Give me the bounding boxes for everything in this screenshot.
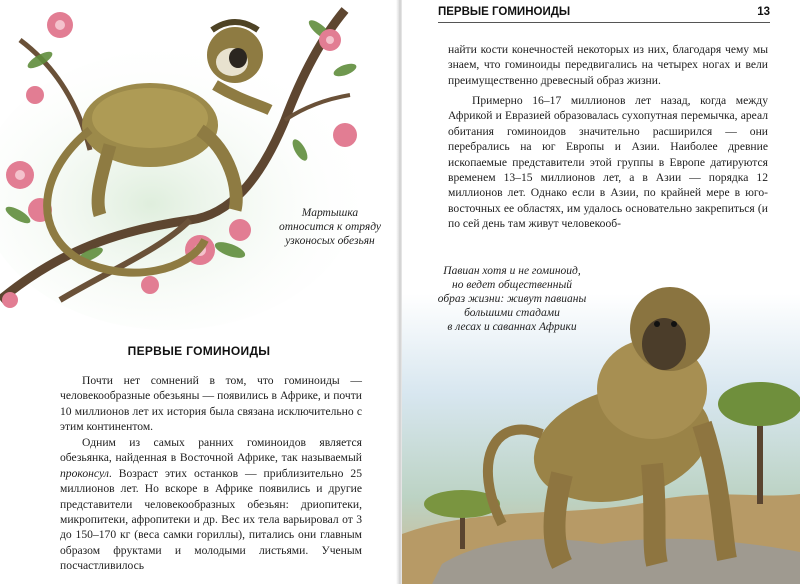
monkey-caption: Мартышка относится к отряду узконосых обезьян [278, 207, 382, 247]
left-paragraph-1: Почти нет сомнений в том, что гоминоиды — человекообразные обезьяны — появились в Африке, и почти 10 миллионов лет их история была связана исключительно с этим континентом. [60, 374, 362, 434]
proconsul-term: проконсул [60, 466, 109, 480]
page-number: 13 [757, 6, 770, 18]
right-paragraph-1: найти кости конечностей некоторых из них, благодаря чему мы знаем, что гоминоиды передвигались на четырех ногах и вели преимущественно древесный образ жизни. [448, 43, 768, 87]
monkey-illustration [0, 0, 398, 330]
right-paragraph-2: Примерно 16–17 миллионов лет назад, когда между Африкой и Евразией образовалась сухопутная перемычка, ареал обитания гоминоидов значительно расширился — они перебрались на юг Европы и Азии. Наиболее древние ископаемые представители этой группы в Европе датируются временем 13–15 миллионов лет, а в Азии — порядка 12 миллионов лет. Однако если в Азии, по крайней мере в юго-восточных ее областях, им удалось основательно закрепиться (и по сей день там живут человекооб- [448, 94, 768, 231]
running-head [438, 6, 770, 23]
baboon-caption: Павиан хотя и не гоминоид, но ведет общественный образ жизни: живут павианы большими стадами в лесах и саваннах Африки [437, 265, 587, 333]
section-title: ПЕРВЫЕ ГОМИНОИДЫ [127, 344, 271, 358]
running-head-title: ПЕРВЫЕ ГОМИНОИДЫ [438, 6, 571, 18]
left-paragraph-2: Одним из самых ранних гоминоидов является обезьянка, найденная в Восточной Африке, так называемый проконсул. Возраст этих останков — приблизительно 25 миллионов лет. Но вскоре в Африке появились и другие представители человекообразных обезьян: дриопитеки, микропитеки, афропитеки и др. Вес их тела варьировал от 3 до 150–170 кг (веса самки гориллы), питались они главным образом фруктами и молодыми листьями. Ученым посчастливилось [60, 436, 362, 573]
left-page [0, 0, 398, 584]
